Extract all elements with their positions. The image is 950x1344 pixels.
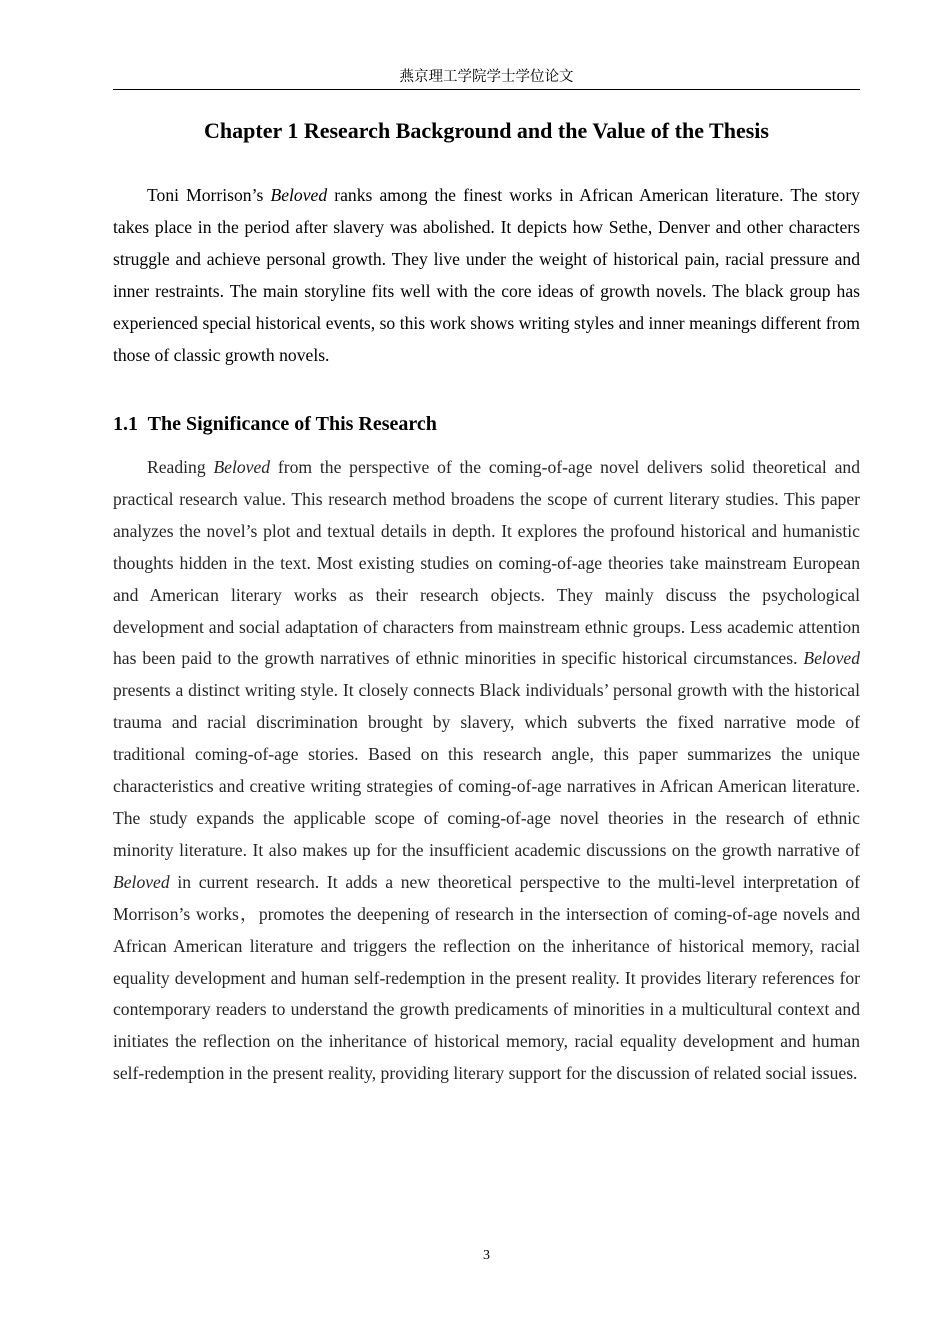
page-number: 3 [483,1248,490,1263]
book-title-italic: Beloved [213,457,271,477]
running-header-text: 燕京理工学院学士学位论文 [399,69,574,85]
chapter-title: Chapter 1 Research Background and the Value of the Thesis [204,118,769,143]
text-run: ranks among the finest works in African American literature. The story takes place in the period after slavery was abolished. It depicts how Sethe, Denver and other characters struggle and achieve personal growth. They live under the weight of historical pain, racial pressure and inner restraints. The main storyline fits well with the core ideas of growth novels. The black group has experienced special historical events, so this work shows writing styles and inner meanings different from those of classic growth novels. [113,185,860,365]
text-run: in current research. It adds a new theoretical perspective to the multi-level interpretation of Morrison’s works，promotes the deepening of research in the intersection of coming-of-age novels and African American literature and triggers the reflection on the inheritance of historical memory, racial equality development and human self-redemption in the present reality. It provides literary references for contemporary readers to understand the growth predicaments of minorities in a multicultural context and initiates the reflection on the inheritance of historical memory, racial equality development and human self-redemption in the present reality, providing literary support for the discussion of related social issues. [113,871,860,1084]
text-run: Reading [147,457,214,477]
book-title-italic: Beloved [270,185,328,205]
text-run: presents a distinct writing style. It closely connects Black individuals’ personal growth with the historical trauma and racial discrimination brought by slavery, which subverts the fixed narrative mode of traditional coming-of-age stories. Based on this research angle, this paper summarizes the unique characteristics and creative writing strategies of coming-of-age narratives in African American literature. The study expands the applicable scope of coming-of-age novel theories in the research of ethnic minority literature. It also makes up for the insufficient academic discussions on the growth narrative of [113,680,860,860]
book-title-italic: Beloved [113,871,170,892]
chapter-intro-paragraph [113,180,860,371]
running-header [113,66,860,90]
book-title-italic: Beloved [803,648,860,669]
section-paragraph [113,452,860,1090]
section-title: 1.1 The Significance of This Research [113,413,437,435]
text-run: Toni Morrison’s [147,185,271,205]
text-run: from the perspective of the coming-of-age novel delivers solid theoretical and practical research value. This research method broadens the scope of current literary studies. This paper analyzes the novel’s plot and textual details in depth. It explores the profound historical and humanistic thoughts hidden in the text. Most existing studies on coming-of-age theories take mainstream European and American literary works as their research objects. They mainly discuss the psychological development and social adaptation of characters from mainstream ethnic groups. Less academic attention has been paid to the growth narratives of ethnic minorities in specific historical circumstances. [113,457,860,669]
